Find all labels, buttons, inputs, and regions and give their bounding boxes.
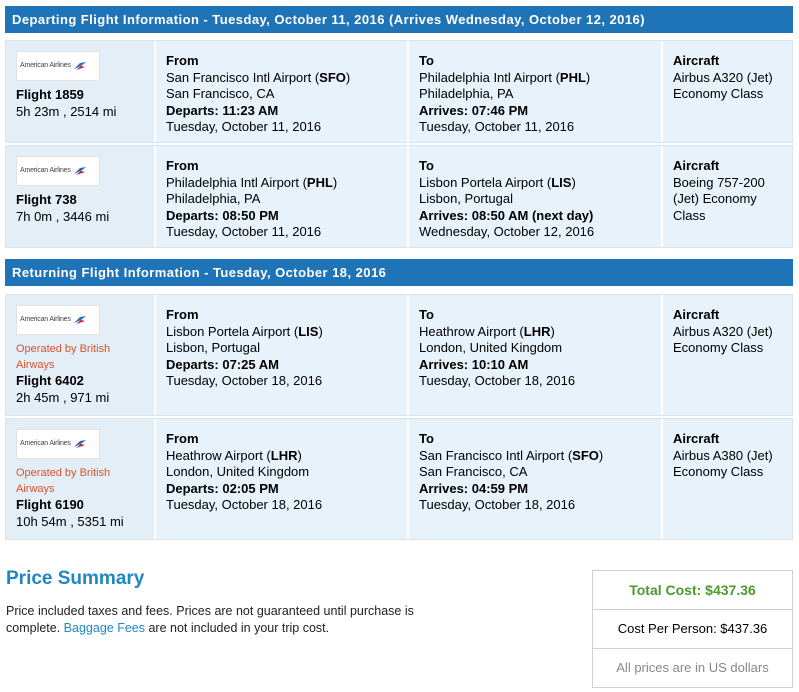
airline-logo — [16, 429, 100, 459]
from-cell — [154, 146, 407, 247]
price-text-after: are not included in your trip cost. — [144, 621, 330, 635]
to-airport-name: Heathrow Airport ( — [419, 323, 524, 339]
operated-by: Operated by British Airways — [16, 343, 111, 371]
from-airport-close: ) — [318, 323, 323, 339]
from-airport-name: Lisbon Portela Airport ( — [166, 323, 299, 339]
flight-duration: 7h 0m , 3446 mi — [16, 208, 110, 224]
airline-logo-text: American Airlines — [20, 166, 71, 174]
price-summary-text — [6, 603, 466, 637]
arrives-time: Arrives: 07:46 PM — [419, 102, 529, 118]
to-city: London, United Kingdom — [419, 340, 563, 355]
from-label: From — [166, 158, 199, 173]
from-airport-close: ) — [345, 69, 351, 85]
to-cell — [407, 295, 661, 415]
airline-logo — [16, 305, 100, 335]
from-label: From — [166, 431, 199, 446]
from-airport-name: Philadelphia Intl Airport ( — [166, 174, 307, 190]
arrives-time: Arrives: 08:50 AM (next day) — [419, 207, 594, 223]
from-airport — [166, 448, 397, 465]
from-city: Lisbon, Portugal — [166, 340, 260, 355]
from-airport-code: LHR — [270, 447, 298, 463]
to-airport — [419, 175, 651, 192]
departing-flight-row — [5, 40, 793, 143]
departing-flight-row — [5, 145, 793, 248]
from-airport — [166, 70, 397, 87]
to-city: Philadelphia, PA — [419, 86, 514, 101]
depart-date: Tuesday, October 18, 2016 — [166, 373, 323, 388]
flight-duration: 10h 54m , 5351 mi — [16, 513, 124, 529]
to-airport-name: Lisbon Portela Airport ( — [419, 174, 552, 190]
flight-number: Flight 738 — [16, 192, 77, 207]
to-city: San Francisco, CA — [419, 464, 528, 479]
to-airport-code: PHL — [559, 69, 586, 85]
to-airport-close: ) — [550, 323, 555, 339]
aircraft-label: Aircraft — [673, 307, 720, 322]
returning-header: Returning Flight Information - Tuesday, October 18, 2016 — [5, 259, 793, 286]
airline-logo — [16, 156, 100, 186]
from-airport-code: PHL — [306, 174, 333, 190]
aircraft-cell — [661, 146, 792, 247]
departs-time: Departs: 11:23 AM — [166, 102, 279, 118]
departing-header: Departing Flight Information - Tuesday, October 11, 2016 (Arrives Wednesday, October 12, 2016) — [5, 6, 793, 33]
to-label: To — [419, 158, 434, 173]
price-summary-title: Price Summary — [6, 568, 145, 589]
arrive-date: Tuesday, October 18, 2016 — [419, 373, 576, 388]
from-city: Philadelphia, PA — [166, 191, 261, 206]
aircraft-type: Boeing 757-200 (Jet) Economy Class — [673, 174, 765, 223]
airline-cell — [6, 146, 154, 247]
depart-date: Tuesday, October 18, 2016 — [166, 497, 323, 512]
to-cell — [407, 146, 661, 247]
from-cell — [154, 295, 407, 415]
aircraft-label: Aircraft — [673, 431, 720, 446]
to-airport-code: SFO — [572, 447, 599, 463]
to-airport-name: San Francisco Intl Airport ( — [419, 447, 573, 463]
departs-time: Departs: 08:50 PM — [166, 207, 279, 223]
airline-logo-text: American Airlines — [20, 315, 71, 323]
aircraft-type: Airbus A380 (Jet) Economy Class — [673, 447, 773, 479]
operated-by: Operated by British Airways — [16, 467, 111, 495]
to-airport-name: Philadelphia Intl Airport ( — [419, 69, 560, 85]
airline-eagle-icon — [73, 61, 87, 71]
from-cell — [154, 419, 407, 539]
from-airport-code: LIS — [298, 323, 319, 339]
from-airport-close: ) — [297, 447, 302, 463]
total-cost: Total Cost: $437.36 — [593, 571, 792, 610]
from-airport-close: ) — [332, 174, 338, 190]
airline-eagle-icon — [73, 315, 87, 325]
arrives-time: Arrives: 10:10 AM — [419, 356, 529, 372]
from-airport-name: San Francisco Intl Airport ( — [166, 69, 320, 85]
from-airport-code: SFO — [319, 69, 346, 85]
to-airport — [419, 70, 651, 87]
returning-flight-row — [5, 294, 793, 416]
to-airport-close: ) — [598, 447, 604, 463]
depart-date: Tuesday, October 11, 2016 — [166, 119, 322, 134]
to-airport-code: LIS — [551, 174, 572, 190]
from-city: San Francisco, CA — [166, 86, 275, 101]
aircraft-label: Aircraft — [673, 53, 720, 68]
aircraft-type: Airbus A320 (Jet) Economy Class — [673, 69, 773, 101]
cost-per-person: Cost Per Person: $437.36 — [593, 610, 792, 649]
to-city: Lisbon, Portugal — [419, 191, 513, 206]
from-airport — [166, 175, 397, 192]
arrive-date: Tuesday, October 18, 2016 — [419, 497, 576, 512]
returning-flight-row — [5, 418, 793, 540]
aircraft-cell — [661, 295, 792, 415]
flight-number: Flight 6402 — [16, 373, 84, 388]
airline-cell — [6, 295, 154, 415]
arrive-date: Wednesday, October 12, 2016 — [419, 224, 595, 239]
from-cell — [154, 41, 407, 142]
to-cell — [407, 419, 661, 539]
to-label: To — [419, 307, 434, 322]
to-airport-close: ) — [585, 69, 591, 85]
flight-number: Flight 1859 — [16, 87, 84, 102]
to-label: To — [419, 431, 434, 446]
aircraft-cell — [661, 419, 792, 539]
departs-time: Departs: 07:25 AM — [166, 356, 279, 372]
depart-date: Tuesday, October 11, 2016 — [166, 224, 322, 239]
to-airport — [419, 324, 651, 341]
airline-logo — [16, 51, 100, 81]
from-label: From — [166, 307, 199, 322]
airline-cell — [6, 419, 154, 539]
arrives-time: Arrives: 04:59 PM — [419, 480, 529, 496]
airline-logo-text: American Airlines — [20, 439, 71, 447]
aircraft-type: Airbus A320 (Jet) Economy Class — [673, 323, 773, 355]
cost-box — [592, 570, 793, 688]
airline-logo-text: American Airlines — [20, 61, 71, 69]
from-city: London, United Kingdom — [166, 464, 310, 479]
flight-duration: 5h 23m , 2514 mi — [16, 103, 117, 119]
from-airport — [166, 324, 397, 341]
airline-cell — [6, 41, 154, 142]
to-airport-code: LHR — [523, 323, 551, 339]
currency-note: All prices are in US dollars — [616, 660, 769, 675]
airline-eagle-icon — [73, 439, 87, 449]
from-airport-name: Heathrow Airport ( — [166, 447, 271, 463]
aircraft-cell — [661, 41, 792, 142]
flight-number: Flight 6190 — [16, 497, 84, 512]
to-airport-close: ) — [571, 174, 576, 190]
baggage-fees-link[interactable]: Baggage Fees — [63, 621, 145, 635]
to-airport — [419, 448, 651, 465]
to-cell — [407, 41, 661, 142]
aircraft-label: Aircraft — [673, 158, 720, 173]
price-text-before: Price included taxes and fees. Prices are not guaranteed until purchase is complete. — [6, 604, 414, 635]
arrive-date: Tuesday, October 11, 2016 — [419, 119, 575, 134]
departs-time: Departs: 02:05 PM — [166, 480, 279, 496]
flight-duration: 2h 45m , 971 mi — [16, 389, 110, 405]
airline-eagle-icon — [73, 166, 87, 176]
from-label: From — [166, 53, 199, 68]
to-label: To — [419, 53, 434, 68]
